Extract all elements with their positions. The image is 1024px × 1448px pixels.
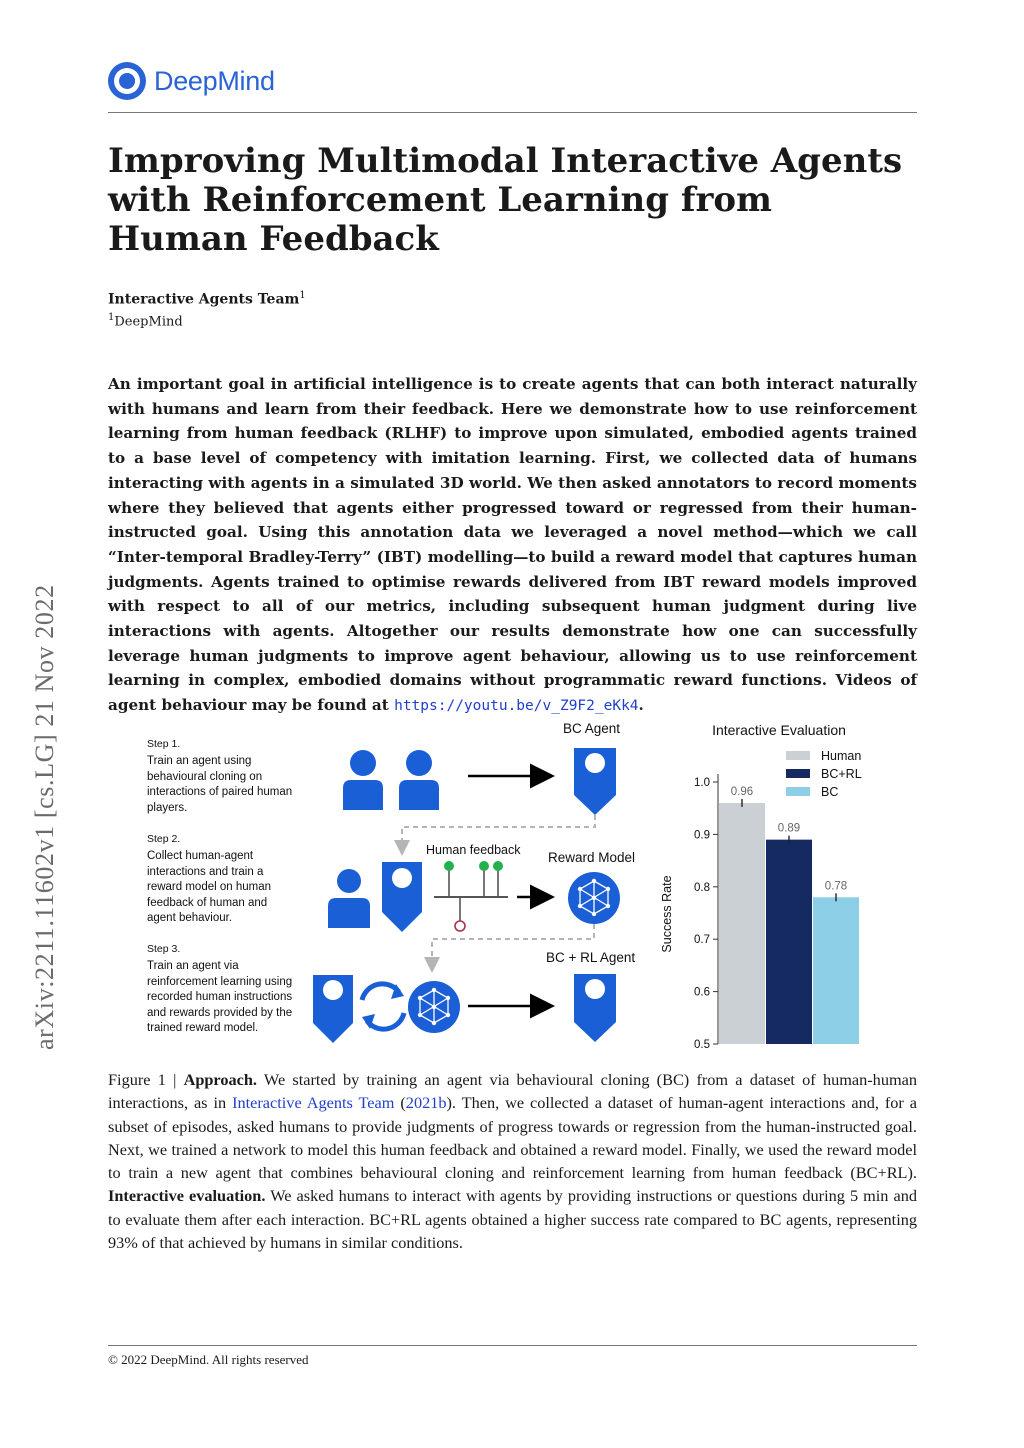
video-link[interactable]: https://youtu.be/v_Z9F2_eKk4	[394, 698, 639, 715]
caption-text-2: . Then, we collected a dataset of human-agent interactions and, for a subset of episodes, asked humans to provide judgments of progress towards or regression from the human-instructed goal. Next, we trained a network to model this human feedback and obtained a reward model. Finally, we used the reward model to train a new agent that combines behavioural cloning and reinforcement learning from human feedback (BC+RL).	[108, 1093, 918, 1183]
y-tick-label: 0.9	[694, 829, 710, 842]
authors: Interactive Agents Team	[108, 291, 300, 308]
chart-legend	[786, 749, 862, 799]
human-icon	[399, 750, 439, 810]
chart-axes	[694, 774, 718, 1051]
human-icon	[343, 750, 383, 810]
step-3-text: Train an agent via reinforcement learning using recorded human instructions and rewards provided by the trained reward model.	[147, 960, 293, 1035]
step-2	[147, 832, 297, 926]
y-tick-label: 0.6	[694, 986, 710, 999]
step-3	[147, 942, 297, 1036]
y-tick-label: 0.8	[694, 881, 710, 894]
bar-value-label: 0.89	[777, 822, 801, 835]
agent-marker-icon	[313, 975, 353, 1043]
figure-caption	[108, 1068, 917, 1254]
bar-value-label: 0.96	[730, 785, 754, 798]
citation-link-year[interactable]: 2021b	[405, 1093, 447, 1113]
chart-title: Interactive Evaluation	[712, 722, 846, 738]
bar-bc	[813, 897, 859, 1044]
step-3-number: Step 3.	[147, 943, 181, 955]
interactive-evaluation-chart	[660, 718, 910, 1058]
flow-connector	[402, 815, 595, 852]
bar-human	[719, 803, 765, 1044]
citation-link-name[interactable]: Interactive Agents Team	[232, 1093, 395, 1113]
step-1	[147, 737, 297, 816]
arxiv-stamp: arXiv:2211.11602v1 [cs.LG] 21 Nov 2022	[30, 584, 59, 1050]
legend-swatch	[786, 769, 810, 778]
legend-label: Human	[821, 749, 862, 763]
reward-model-network-icon	[568, 872, 620, 924]
abstract-end: .	[638, 696, 644, 715]
y-axis-label: Success Rate	[660, 875, 674, 953]
refresh-cycle-icon	[362, 984, 404, 1029]
figure-label: Figure 1 |	[108, 1070, 184, 1089]
author-line	[108, 290, 306, 308]
label-bcrl-agent: BC + RL Agent	[546, 950, 636, 965]
deepmind-logo	[108, 62, 275, 100]
step-2-text: Collect human-agent interactions and train a reward model on human feedback of human and agent behaviour.	[147, 850, 272, 925]
copyright-footer: © 2022 DeepMind. All rights reserved	[108, 1352, 309, 1367]
step-1-number: Step 1.	[147, 738, 181, 750]
flow-connector	[432, 924, 594, 969]
legend-swatch	[786, 751, 810, 760]
affiliation-line	[108, 312, 183, 329]
label-reward-model: Reward Model	[548, 850, 636, 865]
citation-close: )	[446, 1093, 452, 1113]
legend-label: BC	[821, 785, 839, 799]
caption-text-3: We asked humans to interact with agents by providing instructions or questions during 5 min and to evaluate them after each interaction. BC+RL agents obtained a higher success rate compared to BC agents, representing 93% of that achieved by humans in similar conditions.	[108, 1186, 918, 1253]
agent-marker-icon	[382, 862, 422, 932]
abstract	[108, 372, 917, 719]
agent-marker-icon	[574, 748, 616, 815]
y-tick-label: 0.7	[694, 934, 710, 947]
caption-text-1: We started by training an agent via behavioural cloning (BC) from a dataset of human-human interactions, as in	[108, 1070, 917, 1113]
chart-bars	[719, 786, 859, 1044]
bar-bc-rl	[766, 840, 812, 1044]
label-human-feedback: Human feedback	[426, 843, 521, 857]
feedback-timeline-icon	[434, 861, 508, 931]
label-bc-agent: BC Agent	[563, 721, 621, 736]
header-divider	[108, 112, 917, 113]
affiliation-superscript: 1	[108, 312, 115, 323]
abstract-text: An important goal in artificial intelligence is to create agents that can both interact naturally with humans and learn from their feedback. Here we demonstrate how to use reinforcement learning from human feedback (RLHF) to improve upon simulated, embodied agents trained to a base level of competency with imitation learning. First, we collected data of humans interacting with agents in a simulated 3D world. We then asked annotators to record moments where they believed that agents either progressed toward or regressed from their human-instructed goal. Using this annotation data we leveraged a novel method—which we call “Inter-temporal Bradley-Terry” (IBT) modelling—to build a reward model that captures human judgments. Agents trained to optimise rewards delivered from IBT reward models improved with respect to all of our metrics, including subsequent human judgment during live interactions with agents. Altogether our results demonstrate how one can successfully leverage human judgments to improve agent behaviour, allowing us to use reinforcement learning in complex, embodied domains without programmatic reward functions. Videos of agent behaviour may be found at	[108, 375, 917, 715]
affiliation: DeepMind	[114, 314, 183, 330]
author-superscript: 1	[299, 290, 306, 301]
caption-approach-title: Approach.	[183, 1070, 257, 1089]
step-2-number: Step 2.	[147, 833, 181, 845]
logo-wordmark: DeepMind	[154, 65, 275, 96]
caption-eval-title: Interactive evaluation.	[108, 1186, 266, 1206]
y-tick-label: 0.5	[694, 1039, 710, 1051]
footer-divider	[108, 1345, 917, 1346]
step-1-text: Train an agent using behavioural cloning on interactions of paired human players.	[147, 755, 293, 814]
deepmind-logo-icon	[108, 62, 146, 100]
agent-marker-icon	[574, 974, 616, 1042]
citation-open: (	[394, 1093, 406, 1113]
approach-diagram	[300, 740, 660, 1050]
reward-model-network-icon	[408, 981, 460, 1033]
legend-swatch	[786, 787, 810, 796]
bar-value-label: 0.78	[824, 880, 848, 893]
legend-label: BC+RL	[821, 767, 862, 781]
human-icon	[328, 869, 370, 928]
paper-title: Improving Multimodal Interactive Agents with Reinforcement Learning from Human Feedback	[108, 141, 903, 259]
y-tick-label: 1.0	[694, 777, 710, 789]
